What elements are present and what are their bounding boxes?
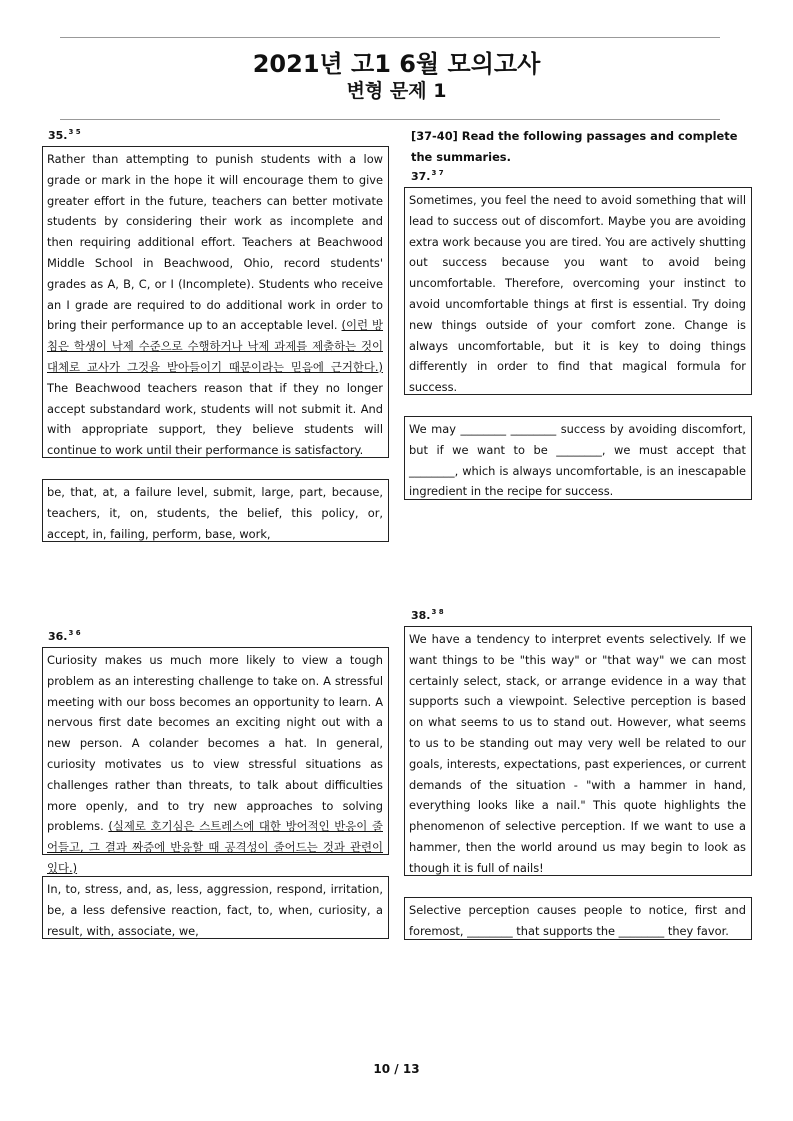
- question-37-sup: 3 7: [431, 169, 444, 177]
- question-35-word-bank: [42, 479, 389, 542]
- question-36-number: [48, 629, 81, 643]
- q37-summary-text: We may ________ ________ success by avoiding discomfort, but if we want to be ________, we must accept that ________, which is always uncomfortable, is an inescapable ingredient in the recipe for success.: [409, 422, 746, 499]
- question-35-sup: 3 5: [68, 128, 81, 136]
- question-37-passage: [404, 187, 752, 395]
- question-38-label: 38.: [411, 609, 431, 622]
- instructions-37-40: [37-40] Read the following passages and complete the summaries.: [411, 129, 738, 164]
- q35-passage-text-a: Rather than attempting to punish students with a low grade or mark in the hope it will encourage them to give greater effort in the future, teachers can better motivate students by considering their work as incomplete and then requiring additional effort. Teachers at Beachwood Middle School in Beachwood, Ohio, record students' grades as A, B, C, or I (Incomplete). Students who receive an I grade are required to do additional work in order to bring their performance up to an acceptable level.: [47, 152, 383, 333]
- question-35-number: [48, 128, 81, 142]
- page-title: 2021년 고1 6월 모의고사: [252, 50, 541, 78]
- q38-summary-text: Selective perception causes people to notice, first and foremost, ________ that supports the ________ they favor.: [409, 903, 746, 938]
- page-subtitle: 변형 문제 1: [346, 80, 447, 102]
- q36-words: In, to, stress, and, as, less, aggression, respond, irritation, be, a less defensive reaction, fact, to, when, curiosity, a result, with, associate, we,: [47, 882, 383, 938]
- question-38-passage: [404, 626, 752, 876]
- question-38-number: [411, 608, 444, 622]
- q35-underlined-korean: (이런 방침은 학생이 낙제 수준으로 수행하거나 낙제 과제를 제출하는 것이 대체로 교사가 그것을 받아들이기 때문이라는 믿음에 근거한다.): [47, 318, 384, 374]
- question-38-sup: 3 8: [431, 608, 444, 616]
- question-36-sup: 3 6: [68, 629, 81, 637]
- question-37-number: [411, 169, 444, 183]
- q35-words: be, that, at, a failure level, submit, large, part, because, teachers, it, on, students, the belief, this policy, or, accept, in, failing, perform, base, work,: [47, 485, 383, 541]
- question-35-label: 35.: [48, 129, 68, 142]
- question-37-label: 37.: [411, 170, 431, 183]
- q37-passage-text: Sometimes, you feel the need to avoid something that will lead to success out of discomfort. Maybe you are avoiding extra work because you are tired. You are actively shutting out success because you want to avoid being uncomfortable. Therefore, overcoming your instinct to avoid uncomfortable things at first is essential. Try doing new things outside of your comfort zone. Change is always uncomfortable, but it is key to doing things differently in order to find that magical formula for success.: [409, 193, 746, 395]
- question-36-label: 36.: [48, 630, 68, 643]
- q36-underlined-korean: (실제로 호기심은 스트레스에 대한 방어적인 반응이 줄어들고, 그 결과 짜증에 반응할 때 공격성이 줄어드는 것과 관련이 있다.): [47, 819, 383, 875]
- question-36-word-bank: [42, 876, 389, 939]
- q38-passage-text: We have a tendency to interpret events selectively. If we want things to be "this way" or "that way" we can most certainly select, stack, or arrange evidence in a way that supports such a viewpoint. Selective perception is based on what seems to us to stand out. However, what seems to us to be standing out may very well be related to our goals, interests, expectations, past experiences, or current demands of the situation - "with a hammer in hand, everything looks like a nail." This quote highlights the phenomenon of selective perception. If we want to use a hammer, then the world around us may begin to look as though it is full of nails!: [409, 632, 746, 875]
- question-35-passage: [42, 146, 389, 458]
- header-rule: [60, 119, 720, 120]
- question-37-summary: [404, 416, 752, 500]
- question-36-passage: [42, 647, 389, 875]
- q36-passage-text-a: Curiosity makes us much more likely to view a tough problem as an interesting challenge to take on. A stressful meeting with our boss becomes an opportunity to learn. A nervous first date becomes an exciting night out with a new person. A colander becomes a hat. In general, curiosity motivates us to view stressful situations as challenges rather than threats, to talk about difficulties more openly, and to try new approaches to solving problems.: [47, 653, 383, 834]
- question-38-summary: [404, 897, 752, 940]
- page-number: 10 / 13: [373, 1062, 420, 1076]
- top-rule: [60, 37, 720, 38]
- q35-passage-text-b: The Beachwood teachers reason that if they no longer accept substandard work, students will not submit it. And with appropriate support, they believe students will continue to work until their performance is satisfactory.: [47, 380, 383, 458]
